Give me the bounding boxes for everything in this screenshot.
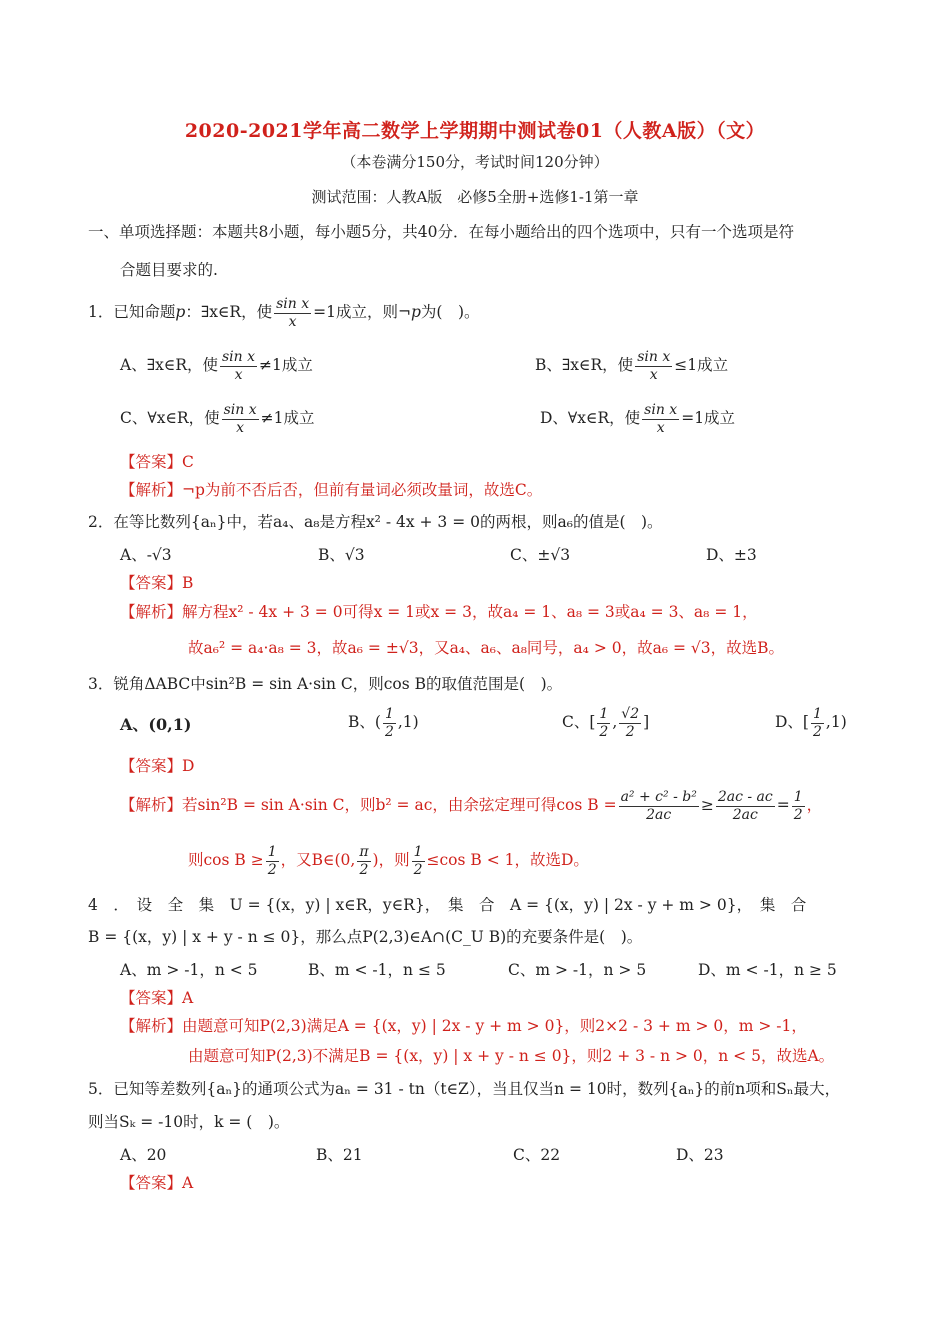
q1-option-c: C、∀x∈R，使 $\frac{\text{sin x}}{x}$ ≠1成立	[120, 402, 315, 436]
q4-answer: 【答案】A	[120, 989, 194, 1007]
question-1-stem: 1．已知命题p：∃x∈R，使 $\frac{\text{sin x}}{x}$ =1成立，则¬p为( )。	[88, 296, 480, 330]
q1-option-b: B、∃x∈R，使 $\frac{\text{sin x}}{x}$ ≤1成立	[535, 349, 729, 383]
question-4-stem: 4 ． 设 全 集 U = {(x，y) | x∈R，y∈R}， 集 合 A = {(x，y) | 2x - y + m > 0}， 集 合	[88, 896, 807, 914]
q2-option-a: A、-√3	[120, 546, 172, 564]
q2-analysis-cont: 故a₆² = a₄·a₈ = 3，故a₆ = ±√3，又a₄、a₆、a₈同号，a₄ > 0，故a₆ = √3，故选B。	[188, 639, 785, 657]
section-heading-cont: 合题目要求的.	[120, 261, 218, 279]
q4-option-d: D、m < -1，n ≥ 5	[698, 961, 837, 979]
q5-option-a: A、20	[120, 1146, 167, 1164]
q2-option-d: D、±3	[706, 546, 757, 564]
q4-option-a: A、m > -1，n < 5	[120, 961, 258, 979]
q5-answer: 【答案】A	[120, 1174, 194, 1192]
not-p-symbol: ¬p	[398, 303, 421, 321]
p-symbol: p	[175, 303, 186, 321]
q2-answer: 【答案】B	[120, 574, 194, 592]
q4-option-b: B、m < -1，n ≤ 5	[308, 961, 446, 979]
question-4-stem-cont: B = {(x，y) | x + y - n ≤ 0}，那么点P(2,3)∈A∩(C_U B)的充要条件是( )。	[88, 928, 643, 946]
test-scope: 测试范围：人教A版 必修5全册+选修1-1第一章	[311, 188, 639, 206]
q1-analysis: 【解析】¬p为前不否后否，但前有量词必须改量词，故选C。	[120, 481, 543, 499]
q4-analysis-cont: 由题意可知P(2,3)不满足B = {(x，y) | x + y - n ≤ 0}，则2 + 3 - n > 0，n < 5，故选A。	[188, 1047, 835, 1065]
page-title: 2020-2021学年高二数学上学期期中测试卷01（人教A版）（文）	[184, 120, 766, 142]
q1-option-a: A、∃x∈R，使 $\frac{\text{sin x}}{x}$ ≠1成立	[120, 349, 313, 383]
q1-option-d: D、∀x∈R，使 $\frac{\text{sin x}}{x}$ =1成立	[540, 402, 736, 436]
score-note: （本卷满分150分，考试时间120分钟）	[341, 153, 609, 171]
question-3-stem: 3．锐角ΔABC中sin²B = sin A·sin C，则cos B的取值范围是( )。	[88, 675, 563, 693]
section-heading: 一、单项选择题：本题共8小题，每小题5分，共40分．在每小题给出的四个选项中，只有一个选项是符	[88, 223, 794, 241]
q5-option-c: C、22	[513, 1146, 561, 1164]
question-5-stem-cont: 则当Sₖ = -10时，k = ( )。	[88, 1113, 290, 1131]
q3-answer: 【答案】D	[120, 757, 195, 775]
fraction: $\frac{\text{sin x}}{x}$	[276, 296, 310, 330]
q3-option-a: A、(0,1)	[120, 715, 192, 734]
q5-option-b: B、21	[316, 1146, 363, 1164]
question-5-stem: 5．已知等差数列{aₙ}的通项公式为aₙ = 31 - tn（t∈Z），当且仅当n = 10时，数列{aₙ}的前n项和Sₙ最大，	[88, 1080, 841, 1098]
q3-analysis: 【解析】若sin²B = sin A·sin C，则b² = ac，由余弦定理可得cos B = $\frac{\text{a² + c² - b²}}{2ac}$ ≥ $\frac{2ac - ac}{2ac}$ = $\frac{1}{2}$ ，	[120, 789, 823, 823]
q3-option-b: B、( $\frac{1}{2}$ ,1)	[348, 706, 419, 740]
q4-analysis: 【解析】由题意可知P(2,3)满足A = {(x，y) | 2x - y + m > 0}，则2×2 - 3 + m > 0，m > -1，	[120, 1017, 807, 1035]
q3-analysis-cont: 则cos B ≥ $\frac{1}{2}$ ，又B∈(0, $\frac{\pi}{2}$ )，则 $\frac{1}{2}$ ≤cos B < 1，故选D。	[188, 844, 589, 878]
q2-option-b: B、√3	[318, 546, 365, 564]
q2-option-c: C、±√3	[510, 546, 571, 564]
q4-option-c: C、m > -1，n > 5	[508, 961, 647, 979]
q2-analysis: 【解析】解方程x² - 4x + 3 = 0可得x = 1或x = 3，故a₄ = 1、a₈ = 3或a₄ = 3、a₈ = 1，	[120, 603, 758, 621]
q3-option-c: C、[ $\frac{1}{2}$ , $\frac{√2}{2}$ ]	[562, 706, 650, 740]
q1-answer: 【答案】C	[120, 453, 194, 471]
q3-option-d: D、[ $\frac{1}{2}$ ,1)	[775, 706, 847, 740]
question-2-stem: 2．在等比数列{aₙ}中，若a₄、a₈是方程x² - 4x + 3 = 0的两根，则a₆的值是( )。	[88, 513, 663, 531]
q5-option-d: D、23	[676, 1146, 724, 1164]
